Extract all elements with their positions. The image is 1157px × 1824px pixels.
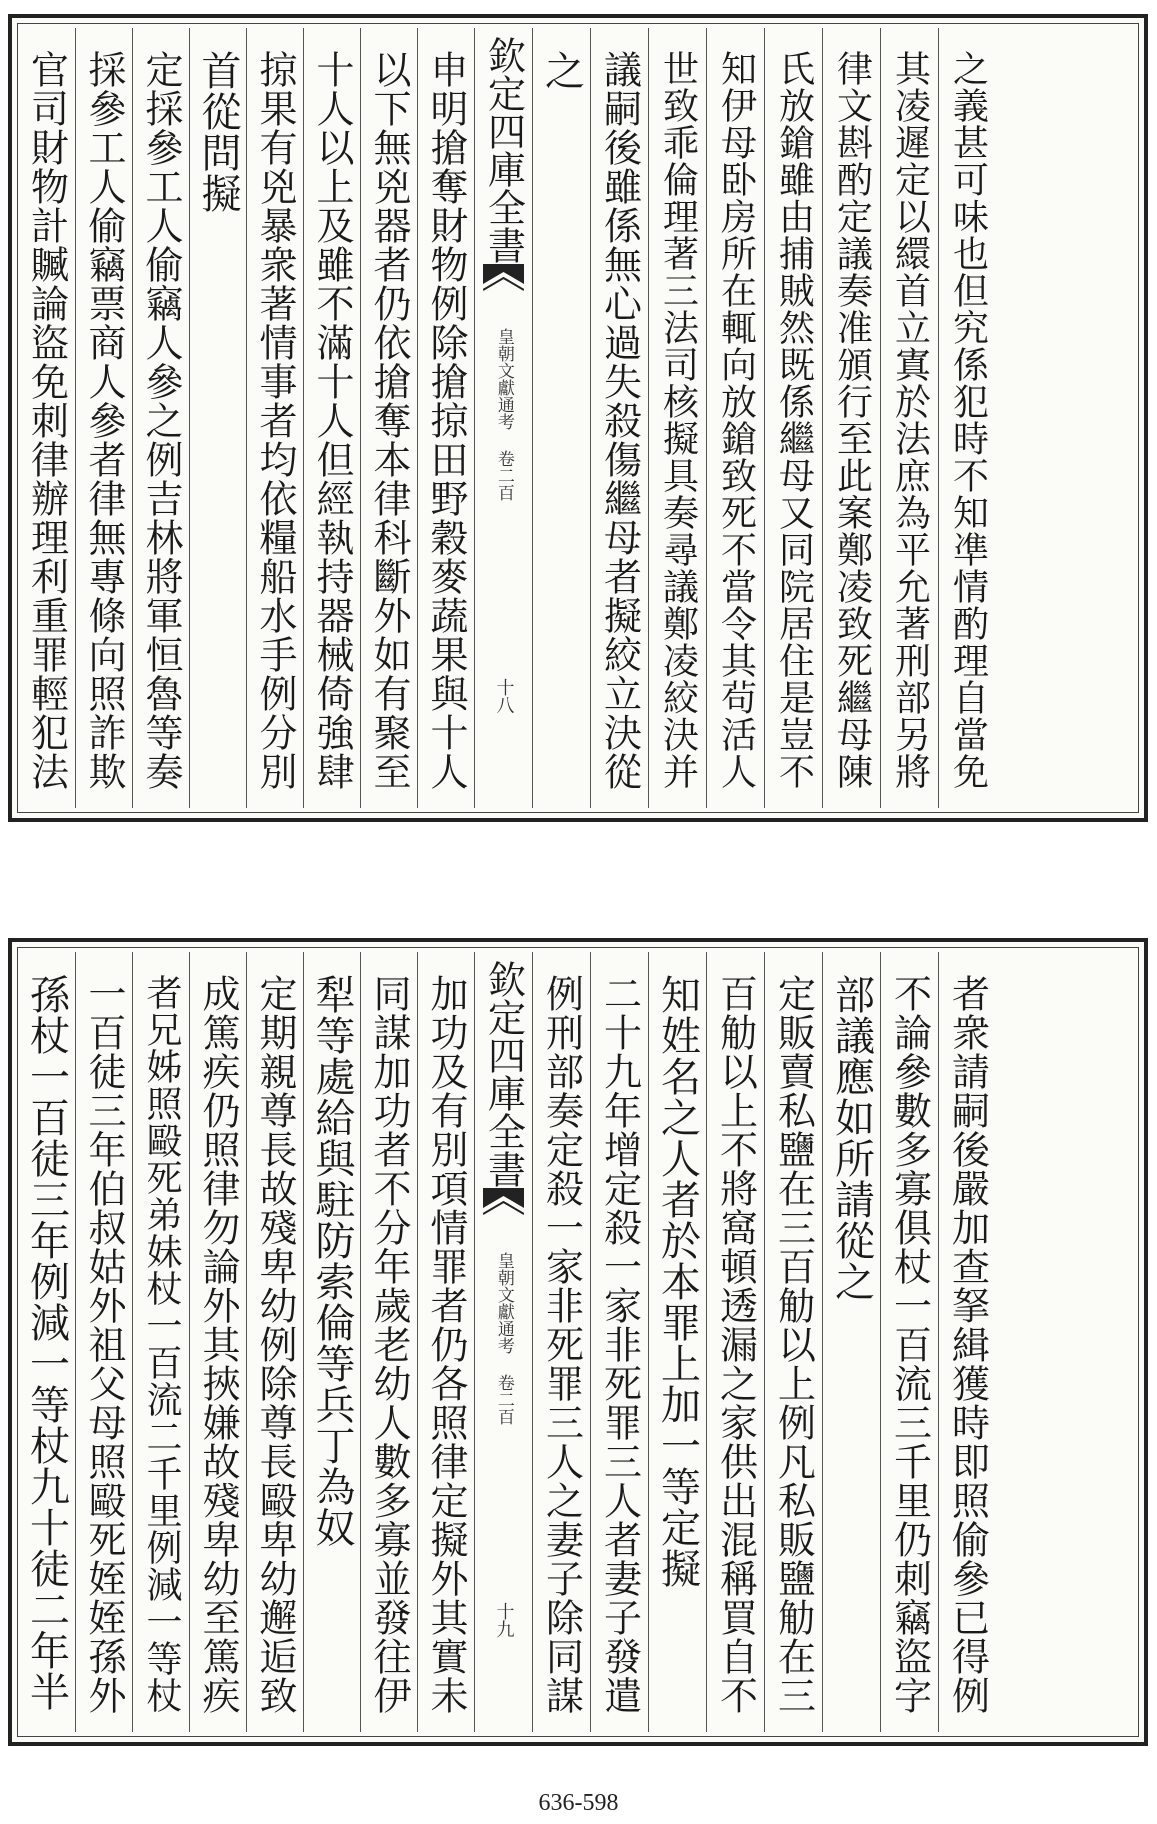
column-text: 議嗣後雖係無心過失殺傷繼母者擬絞立決從 xyxy=(597,50,642,791)
column-text: 其凌遲定以繯首立寘於法庶為平允著刑部另將 xyxy=(889,50,931,790)
text-column xyxy=(532,28,590,808)
text-column xyxy=(648,28,706,808)
text-column xyxy=(132,952,189,1732)
center-gutter xyxy=(474,952,532,1732)
text-column xyxy=(822,952,880,1732)
column-text: 孫杖一百徒三年例減一等杖九十徒二年半 xyxy=(23,974,70,1712)
column-text: 之義甚可味也但究係犯時不知凖情酌理自當免 xyxy=(947,50,989,790)
text-column xyxy=(590,28,648,808)
text-column xyxy=(75,952,132,1732)
gutter-title: 欽定四庫全書 xyxy=(481,36,526,264)
text-column xyxy=(417,952,474,1732)
column-text: 律文斟酌定議奏准頒行至此案鄭凌致死繼母陳 xyxy=(831,50,873,790)
text-column xyxy=(880,28,938,808)
column-text: 例刑部奏定殺一家非死罪三人之妻子除同謀 xyxy=(539,974,584,1715)
column-text: 定期親尊長故殘卑幼例除尊長毆卑幼邂逅致 xyxy=(253,974,297,1715)
text-column xyxy=(360,28,417,808)
column-text: 犁等處給與駐防索倫等兵丁為奴 xyxy=(309,974,355,1548)
text-column xyxy=(360,952,417,1732)
text-column xyxy=(75,28,132,808)
gutter-book-title: 皇朝文獻通考 卷二百 xyxy=(493,328,514,501)
text-column xyxy=(706,28,764,808)
text-column xyxy=(880,952,938,1732)
column-text: 首從問擬 xyxy=(195,50,241,214)
center-gutter xyxy=(474,28,532,808)
column-text: 世致乖倫理著三法司核擬具奏尋議鄭凌絞決并 xyxy=(657,50,699,790)
column-text: 十人以上及雖不滿十人但經執持器械倚強肆 xyxy=(310,50,354,791)
text-column xyxy=(303,28,360,808)
column-text: 知伊母卧房所在輒向放鎗致死不當令其茍活人 xyxy=(715,50,757,790)
page-number-footer: 636-598 xyxy=(538,1790,619,1816)
column-text: 百觔以上不將窩頓透漏之家供出混稱買自不 xyxy=(713,974,758,1715)
text-column xyxy=(417,28,474,808)
text-column xyxy=(822,28,880,808)
text-column xyxy=(590,952,648,1732)
text-column xyxy=(246,952,303,1732)
column-text: 部議應如所請從之 xyxy=(828,974,875,1302)
column-text: 成篤疾仍照律勿論外其挾嫌故殘卑幼至篤疾 xyxy=(196,974,240,1715)
gutter-title: 欽定四庫全書 xyxy=(481,960,526,1188)
column-text: 定採參工人偷竊人參之例吉林將軍恒魯等奏 xyxy=(139,50,183,791)
column-text: 申明搶奪財物例除搶掠田野穀麥蔬果與十人 xyxy=(424,50,468,791)
text-column xyxy=(938,952,996,1732)
column-text: 者衆請嗣後嚴加查拏緝獲時即照偷參已得例 xyxy=(945,974,990,1715)
gutter-book-title: 皇朝文獻通考 卷二百 xyxy=(493,1252,514,1425)
column-text: 以下無兇器者仍依搶奪本律科斷外如有聚至 xyxy=(367,50,411,791)
page-top xyxy=(8,14,1148,822)
column-text: 採參工人偷竊票商人參者律無專條向照詐欺 xyxy=(82,50,126,791)
text-column xyxy=(189,28,246,808)
column-text: 加功及有別項情罪者仍各照律定擬外其實未 xyxy=(424,974,468,1715)
column-text: 一百徒三年伯叔姑外祖父母照毆死姪姪孫外 xyxy=(82,974,126,1715)
text-column xyxy=(764,28,822,808)
text-column xyxy=(532,952,590,1732)
gutter-folio: 十九 xyxy=(493,1602,515,1638)
column-text: 掠果有兇暴衆著情事者均依糧船水手例分別 xyxy=(253,50,297,791)
fish-tail-icon xyxy=(483,264,524,310)
column-text: 官司財物計贓論盜免刺律辦理利重罪輕犯法 xyxy=(24,50,69,791)
column-text: 者兄姊照毆死弟妹杖一百流二千里例減一等杖 xyxy=(141,974,182,1714)
text-column xyxy=(132,28,189,808)
column-text: 之 xyxy=(538,50,585,91)
column-text: 氏放鎗雖由捕賊然既係繼母又同院居住是豈不 xyxy=(773,50,815,790)
text-column xyxy=(189,952,246,1732)
column-text: 定販賣私鹽在三百觔以上例凡私販鹽觔在三 xyxy=(771,974,816,1715)
column-text: 知姓名之人者於本罪上加一等定擬 xyxy=(654,974,701,1589)
text-column xyxy=(706,952,764,1732)
fish-tail-icon xyxy=(483,1188,524,1234)
text-column xyxy=(648,952,706,1732)
column-text: 不論參數多寡俱杖一百流三千里仍刺竊盜字 xyxy=(887,974,932,1715)
text-column xyxy=(246,28,303,808)
column-text: 二十九年增定殺一家非死罪三人者妻子發遣 xyxy=(597,974,642,1715)
text-column xyxy=(18,952,75,1732)
text-column xyxy=(303,952,360,1732)
gutter-folio: 十八 xyxy=(493,678,515,714)
page-bottom xyxy=(8,938,1148,1746)
text-column xyxy=(18,28,75,808)
text-column xyxy=(764,952,822,1732)
column-text: 同謀加功者不分年歲老幼人數多寡並發往伊 xyxy=(367,974,411,1715)
text-column xyxy=(938,28,996,808)
